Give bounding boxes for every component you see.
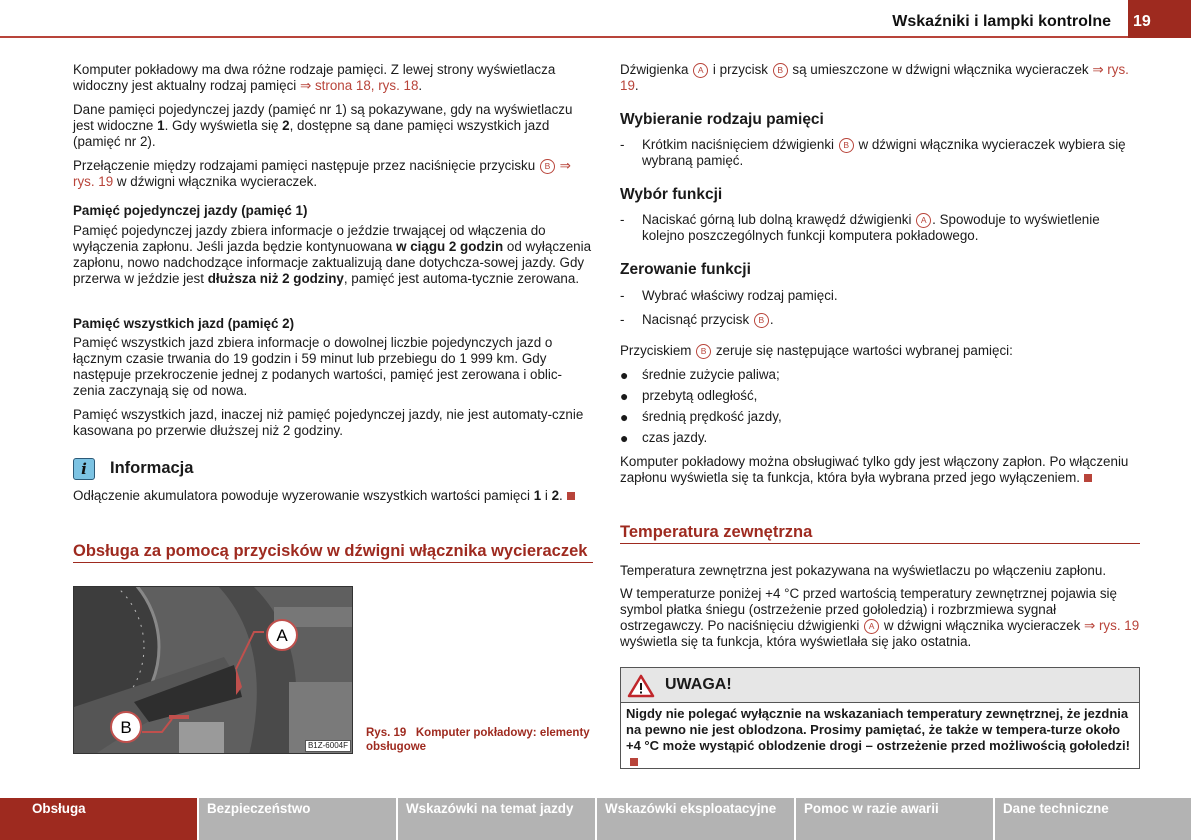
text: . Gdy wyświetla się [164, 118, 283, 133]
tab-bezpieczenstwo[interactable]: Bezpieczeństwo [199, 798, 396, 840]
end-of-section-icon [630, 758, 638, 766]
step-text [642, 288, 838, 304]
dash-marker: - [620, 137, 625, 152]
circled-label-a: A [693, 63, 708, 78]
circled-label-b: B [540, 159, 555, 174]
circled-label-a: A [916, 213, 931, 228]
caption-text: Komputer pokładowy: elementy obsługowe [366, 727, 590, 753]
text: Temperatura zewnętrzna jest pokazywana na wyświetlaczu po włączeniu zapłonu. [620, 563, 1107, 578]
cross-reference-link[interactable]: ⇒ rys. 19 [73, 158, 571, 189]
bullet-text: średnią prędkość jazdy, [642, 409, 782, 424]
dash-marker: - [620, 288, 625, 303]
bullet-text: przebytą odległość, [642, 388, 758, 403]
bold-text: w ciągu 2 godzin [396, 239, 504, 254]
text: Przyciskiem [620, 343, 696, 358]
figure-code: B1Z-6004F [305, 740, 351, 752]
cross-reference-link[interactable]: ⇒ strona 18, rys. 18 [300, 78, 419, 93]
text: . Spowoduje to wyświetlenie kolejno poszczególnych funkcji komputera pokładowego. [642, 212, 1100, 243]
circled-label-b: B [773, 63, 788, 78]
end-of-section-icon [1084, 474, 1092, 482]
text: Nacisnąć przycisk [642, 312, 753, 327]
dash-marker: - [620, 212, 625, 227]
bold-text: dłuższa niż 2 godziny [207, 271, 344, 286]
paragraph [73, 223, 593, 287]
text: Naciskać górną lub dolną krawędź dźwigienki [642, 212, 916, 227]
paragraph [73, 62, 593, 94]
bullet-icon: ● [620, 388, 629, 404]
circled-label-a: A [864, 619, 879, 634]
bold-text: 2 [282, 118, 290, 133]
bullet-item [620, 388, 1140, 409]
paragraph [620, 454, 1140, 486]
text: Pamięć wszystkich jazd zbiera informacje o dowolnej liczbie pojedynczych jazd o łącznym czasie trwania do 19 godzin i 59 minut lub przebiegu do 1 999 km. Gdy następuje przekroczenie jednej z podanych wartości, pamięć jest zerowana i oblic-zenia zaczynają się od nowa. [73, 335, 563, 398]
step-item [620, 288, 1140, 304]
paragraph [620, 563, 1140, 579]
warning-triangle-icon [627, 674, 655, 698]
info-title: Informacja [110, 459, 194, 477]
paragraph [620, 62, 1140, 94]
text: W temperaturze poniżej +4 °C przed wartością temperatury zewnętrznej pojawia się symbol płatka śniegu (ostrzeżenie przed gołoledzią) i rozbrzmiewa sygnał ostrzegawczy. Po naciśnięciu dźwigienki [620, 586, 1117, 633]
text: od wyłączenia zapłonu, nowo nadchodzące informacje zaktualizują dane dotychcza-sowej jazdy. Gdy przerwa w jeździe jest [73, 239, 592, 286]
chapter-title: Wskaźniki i lampki kontrolne [892, 13, 1111, 30]
bullet-icon: ● [620, 409, 629, 425]
text: . [418, 78, 423, 93]
warning-box [620, 667, 1140, 769]
cross-reference-link[interactable]: ⇒ rys. 19 [620, 62, 1129, 93]
chapter-tabs [0, 798, 1191, 840]
paragraph [620, 343, 1140, 359]
text: i [541, 488, 552, 503]
header-rule [0, 36, 1191, 38]
subheading: Pamięć wszystkich jazd (pamięć 2) [73, 316, 295, 331]
step-item [620, 137, 1140, 169]
bold-text: 1 [157, 118, 165, 133]
text: Wybrać właściwy rodzaj pamięci. [642, 288, 838, 303]
info-icon: i [73, 458, 95, 480]
text: w dźwigni włącznika wycieraczek [880, 618, 1085, 633]
text: Pamięć pojedynczej jazdy zbiera informacje o jeździe trwającej od włączenia do wyłączenia zapłonu. Jeśli jazda będzie kontynuowana [73, 223, 546, 254]
text: są umieszczone w dźwigni włącznika wycieraczek [788, 62, 1093, 77]
bold-text: 2 [551, 488, 560, 503]
figure-caption [366, 726, 596, 754]
dash-marker: - [620, 312, 625, 327]
warning-header [621, 668, 1139, 703]
bullet-text: czas jazdy. [642, 430, 708, 445]
subheading: Pamięć pojedynczej jazdy (pamięć 1) [73, 203, 308, 218]
text: Pamięć wszystkich jazd, inaczej niż pamięć pojedynczej jazdy, nie jest automaty-cznie kasowana po przerwie dłuższej niż 2 godziny. [73, 407, 584, 438]
text: Dane pamięci pojedynczej jazdy (pamięć nr 1) są pokazywane, gdy na wyświetlaczu jest widoczne [73, 102, 573, 133]
bullet-item [620, 430, 1140, 451]
wiper-lever-illustration [74, 587, 353, 754]
bullet-icon: ● [620, 430, 629, 446]
text: wyświetla się ta funkcja, która wyświetlała się jako ostatnia. [620, 634, 972, 649]
tab-wskazowki-jazdy[interactable]: Wskazówki na temat jazdy [398, 798, 595, 840]
cross-reference-link[interactable]: ⇒ rys. 19 [1084, 618, 1140, 633]
text: Przełączenie między rodzajami pamięci następuje przez naciśnięcie przycisku [73, 158, 539, 173]
paragraph [73, 407, 593, 439]
page-number: 19 [1128, 0, 1191, 38]
step-text [642, 312, 774, 328]
callout-b: B [120, 718, 132, 737]
caption-number: Rys. 19 [366, 727, 407, 739]
tab-obsluga[interactable]: Obsługa [0, 798, 197, 840]
bullet-item [620, 409, 1140, 430]
paragraph [620, 586, 1140, 650]
bullet-text: średnie zużycie paliwa; [642, 367, 780, 382]
bold-text: 1 [533, 488, 542, 503]
section-heading: Obsługa za pomocą przycisków w dźwigni włącznika wycieraczek [73, 543, 593, 563]
subheading: Wybór funkcji [620, 186, 723, 203]
circled-label-b: B [839, 138, 854, 153]
step-text [642, 212, 1140, 244]
text: Komputer pokładowy można obsługiwać tylko gdy jest włączony zapłon. Po włączeniu zapłonu wyświetla się ta funkcja, która była wybrana przed jego wyłączeniem. [620, 454, 1129, 485]
tab-pomoc-awarii[interactable]: Pomoc w razie awarii [796, 798, 993, 840]
text: , dostępne są dane pamięci wszystkich jazd (pamięć nr 2). [73, 118, 550, 149]
text: w dźwigni włącznika wycieraczek wybiera się wybraną pamięć. [642, 137, 1126, 168]
step-item [620, 312, 1140, 328]
paragraph [73, 158, 593, 190]
text: i przycisk [709, 62, 772, 77]
paragraph [73, 102, 593, 150]
circled-label-b: B [696, 344, 711, 359]
subheading: Wybieranie rodzaju pamięci [620, 111, 824, 128]
figure-wiper-lever [73, 586, 353, 754]
text: . [559, 488, 563, 503]
section-heading: Temperatura zewnętrzna [620, 524, 1140, 544]
text: Dźwigienka [620, 62, 693, 77]
warning-text [621, 703, 1139, 773]
text: Krótkim naciśnięciem dźwigienki [642, 137, 838, 152]
text: . [634, 78, 639, 93]
text: zeruje się następujące wartości wybranej pamięci: [712, 343, 1013, 358]
tab-dane-techniczne[interactable]: Dane techniczne [995, 798, 1191, 840]
tab-wskazowki-eksploatacyjne[interactable]: Wskazówki eksploatacyjne [597, 798, 794, 840]
text: , pamięć jest automa-tycznie zerowana. [343, 271, 580, 286]
paragraph [73, 335, 593, 399]
text: w dźwigni włącznika wycieraczek. [113, 174, 318, 189]
bullet-item [620, 367, 1140, 388]
text: Nigdy nie polegać wyłącznie na wskazaniach temperatury zewnętrznej, że jezdnia na pewno nie jest oblodzona. Prosimy pamiętać, że także w tempera-turze około +4 °C może wystąpić oblodzenie drogi – ostrzeżenie przed możliwością gołoledzi! [626, 706, 1130, 753]
text: Odłączenie akumulatora powoduje wyzerowanie wszystkich wartości pamięci [73, 488, 534, 503]
callout-a: A [276, 626, 288, 645]
bullet-icon: ● [620, 367, 629, 383]
info-box-header [73, 458, 593, 482]
bullet-list [620, 367, 1140, 451]
text: Komputer pokładowy ma dwa różne rodzaje pamięci. Z lewej strony wyświetlacza widoczny jest aktualny rodzaj pamięci [73, 62, 556, 93]
step-text [642, 137, 1140, 169]
end-of-section-icon [567, 492, 575, 500]
warning-title: UWAGA! [665, 676, 732, 693]
subheading: Zerowanie funkcji [620, 261, 751, 278]
info-text [73, 488, 593, 504]
text: . [769, 312, 774, 327]
step-item [620, 212, 1140, 244]
circled-label-b: B [754, 313, 769, 328]
